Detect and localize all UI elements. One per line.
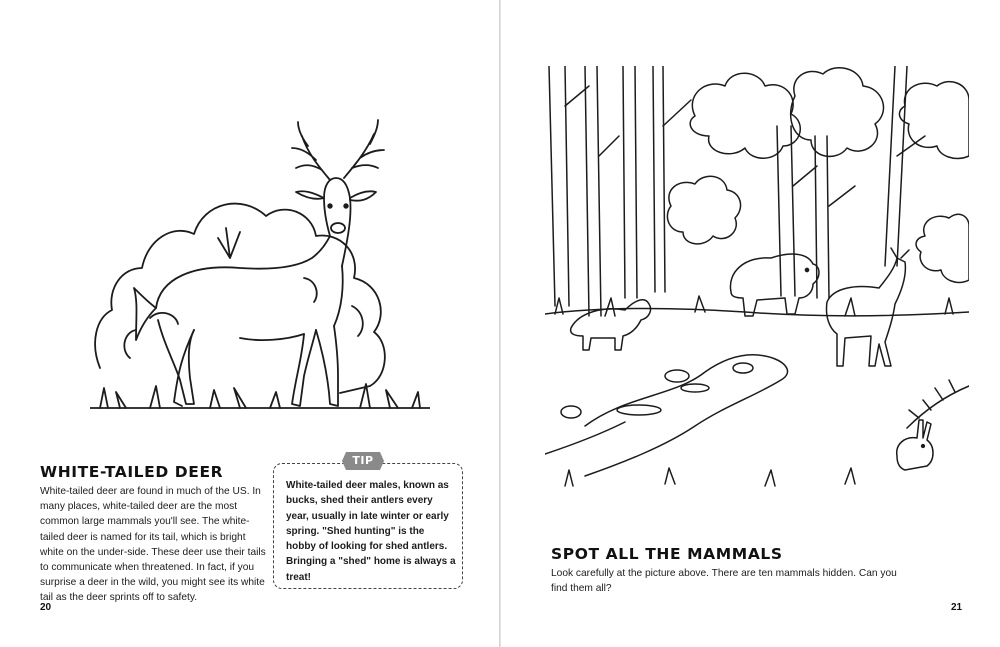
tip-tag bbox=[340, 450, 386, 472]
tip-box bbox=[273, 454, 463, 589]
tip-text: White-tailed deer males, known as bucks, shed their antlers every year, usually in late winter or early spring. "Shed hunting" is the hobby of looking for shed antlers. Bringing a "shed" home is always a treat! bbox=[286, 480, 456, 583]
deer-body-text: White-tailed deer are found in much of the US. In many places, white-tailed deer are the most common large mammals you'll see. The white-tailed deer is named for its tail, which is bright white on the under-side. These deer use their tails to communicate when threatened. In fact, if you surprise a deer in the wild, you might see its white tail as the deer sprints off to safety. bbox=[40, 486, 266, 604]
page-number-left: 20 bbox=[40, 602, 52, 613]
right-page bbox=[501, 0, 1000, 647]
white-tailed-deer-illustration bbox=[90, 118, 430, 420]
page-number-right: 21 bbox=[951, 602, 963, 613]
tip-tag-label: TIP bbox=[352, 454, 374, 467]
mammal-body-text: Look carefully at the picture above. There are ten mammals hidden. Can you find them all? bbox=[551, 568, 897, 595]
section-title-white-tailed-deer: WHITE-TAILED DEER bbox=[40, 463, 224, 481]
forest-scene-illustration bbox=[545, 66, 969, 494]
section-title-spot-all-the-mammals: SPOT ALL THE MAMMALS bbox=[551, 545, 783, 563]
